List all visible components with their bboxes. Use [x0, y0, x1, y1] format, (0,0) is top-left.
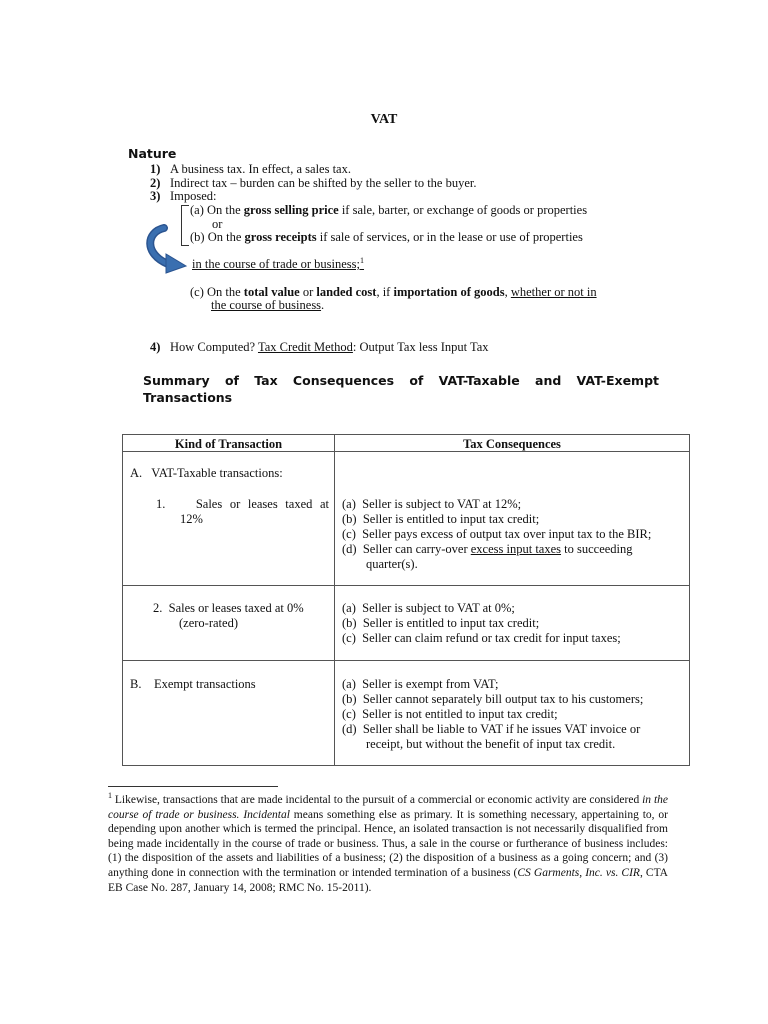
page-title: VAT	[370, 112, 398, 127]
consequence-line: (a) Seller is subject to VAT at 0%;	[342, 601, 515, 615]
imposed-a-bold: gross selling price	[243, 203, 339, 217]
group-label-text: B. Exempt transactions	[130, 677, 256, 691]
period: .	[321, 298, 325, 312]
consequence-line: quarter(s).	[366, 557, 418, 571]
nature-item-3	[150, 189, 217, 203]
imposed-a-pre: (a) On the	[190, 203, 244, 217]
imposed-c-cont	[211, 298, 324, 312]
consequence-line: receipt, but without the benefit of input tax credit.	[366, 737, 616, 751]
row-cons-0	[342, 601, 685, 646]
footnote-text: means something else as primary. It is something necessary, appertaining to, or depending upon another which is termed the principal. Hence, an isolated transaction is not necessarily disqualified from being made incidentally in the course of trade or business. Thus, a sale in the course or furtherance of business includes: (1) the disposition of the assets and liabilities of a business; (2) the disposition of a business as a going concern; and (3) anything done in connection with the termination or intended termination of a business (	[108, 808, 668, 879]
nature-heading: Nature	[128, 146, 177, 161]
group-label-vat-taxable	[130, 466, 283, 481]
consequence-text: to succeeding	[561, 542, 633, 556]
imposed-b-bold: gross receipts	[244, 230, 317, 244]
footnote-ref[interactable]: 1	[360, 255, 365, 265]
whether-text: whether or not in	[510, 285, 597, 299]
case-citation: CS Garments, Inc. vs. CIR	[517, 866, 640, 879]
course-of-business-text: the course of business	[211, 298, 322, 312]
tax-credit-method-text: Tax Credit Method	[257, 340, 353, 354]
row-kind-text: 2. Sales or leases taxed at 0%	[153, 601, 304, 615]
consequence-line: (a) Seller is subject to VAT at 12%;	[342, 497, 522, 511]
imposed-c-pre: (c) On the	[190, 285, 244, 299]
row-kind-0	[153, 601, 304, 631]
footnote-separator	[108, 786, 278, 787]
row-kind-text: 1. Sales or leases taxed at	[156, 497, 329, 511]
nature-item-2	[150, 176, 477, 190]
row-divider	[123, 660, 689, 661]
item-text: : Output Tax less Input Tax	[352, 340, 489, 354]
consequence-line: (c) Seller is not entitled to input tax credit;	[342, 707, 558, 721]
nature-item-1	[150, 162, 351, 176]
item-number: 3)	[150, 189, 161, 203]
footnote-italic: in the course of trade or business.	[108, 794, 668, 821]
landed-cost-text: landed cost	[316, 285, 377, 299]
item-text: Imposed:	[170, 189, 217, 203]
nature-item-4	[150, 340, 489, 354]
column-divider	[334, 435, 335, 765]
course-of-trade-text	[192, 257, 364, 271]
consequence-line: (c) Seller pays excess of output tax over input tax to the BIR;	[342, 527, 652, 541]
curved-arrow-icon	[138, 224, 192, 274]
course-text: in the course of trade or business;	[192, 257, 361, 271]
importation-text: importation of goods	[393, 285, 505, 299]
imposed-c-mid: or	[299, 285, 317, 299]
row-cons-12	[342, 497, 685, 572]
consequence-line: (b) Seller cannot separately bill output tax to his customers;	[342, 692, 644, 706]
group-label-text: A. VAT-Taxable transactions:	[130, 466, 283, 480]
item-number: 2)	[150, 176, 161, 190]
consequence-line: (d) Seller shall be liable to VAT if he issues VAT invoice or	[342, 722, 641, 736]
row-kind-text: 12%	[180, 512, 203, 526]
tax-consequences-table	[122, 434, 690, 766]
row-cons-exempt	[342, 677, 685, 752]
item-text: How Computed?	[170, 340, 258, 354]
imposed-a-post: if sale, barter, or exchange of goods or properties	[338, 203, 588, 217]
imposed-c-mid: ,	[504, 285, 511, 299]
footnote-number: 1	[108, 791, 112, 801]
group-label-exempt	[130, 677, 256, 692]
imposed-c-mid: , if	[376, 285, 394, 299]
item-number: 4)	[150, 340, 161, 354]
item-number: 1)	[150, 162, 161, 176]
consequence-line: (b) Seller is entitled to input tax credit;	[342, 512, 540, 526]
excess-input-taxes-text: excess input taxes	[470, 542, 562, 556]
row-divider	[123, 585, 689, 586]
imposed-b	[190, 230, 583, 244]
consequence-line: (c) Seller can claim refund or tax credit for input taxes;	[342, 631, 621, 645]
item-text: A business tax. In effect, a sales tax.	[170, 162, 351, 176]
consequence-line	[342, 542, 685, 557]
row-kind-12	[156, 497, 329, 527]
summary-heading: Summary of Tax Consequences of VAT-Taxable and VAT-Exempt Transactions	[143, 373, 659, 405]
footnote-text: , CTA EB Case No. 287, January 14, 2008; RMC No. 15-2011).	[108, 866, 668, 894]
consequence-line: (a) Seller is exempt from VAT;	[342, 677, 499, 691]
imposed-a	[190, 203, 587, 217]
imposed-b-post: if sale of services, or in the lease or use of properties	[316, 230, 583, 244]
column-header-kind: Kind of Transaction	[174, 437, 283, 451]
footnote-1	[108, 793, 668, 895]
footnote-text: Likewise, transactions that are made incidental to the pursuit of a commercial or economic activity are considered	[112, 794, 643, 806]
column-header-consequences: Tax Consequences	[463, 437, 561, 451]
row-kind-text: (zero-rated)	[179, 616, 238, 630]
footnote-italic: Incidental	[243, 808, 290, 821]
item-text: Indirect tax – burden can be shifted by the seller to the buyer.	[170, 176, 477, 190]
imposed-b-pre: (b) On the	[190, 230, 245, 244]
total-value-text: total value	[243, 285, 300, 299]
imposed-c	[190, 285, 597, 299]
consequence-line: (b) Seller is entitled to input tax credit;	[342, 616, 540, 630]
consequence-text: (d) Seller can carry-over	[342, 542, 471, 556]
imposed-or: or	[212, 217, 223, 231]
